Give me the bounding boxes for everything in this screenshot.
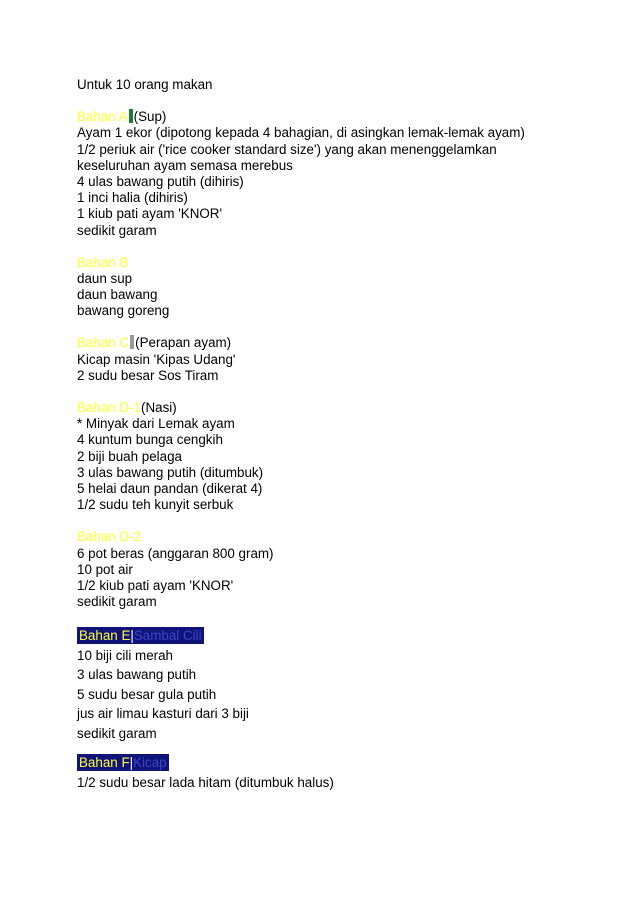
list-item: 10 pot air (77, 561, 133, 577)
list-item: jus air limau kasturi dari 3 biji (77, 706, 249, 722)
list-item: 2 sudu besar Sos Tiram (77, 367, 219, 383)
bahan-e-heading: Bahan E (79, 628, 131, 644)
bahan-a-subtitle: (Sup) (133, 109, 167, 125)
bahan-f-heading: Bahan F (79, 755, 130, 771)
list-item: 1 kiub pati ayam 'KNOR' (77, 206, 223, 222)
bahan-d2-heading: Bahan D-2 (77, 529, 142, 545)
list-item: daun sup (77, 270, 133, 286)
list-item: 1/2 sudu teh kunyit serbuk (77, 497, 234, 513)
list-item: keseluruhan ayam semasa merebus (77, 157, 293, 173)
intro-line: Untuk 10 orang makan (77, 77, 213, 92)
list-item: 4 kuntum bunga cengkih (77, 432, 223, 448)
highlight-marker (129, 109, 133, 123)
bahan-f-heading-block (77, 754, 169, 771)
list-item: bawang goreng (77, 303, 170, 319)
list-item: 1/2 kiub pati ayam 'KNOR' (77, 577, 234, 593)
bahan-b-heading: Bahan B (77, 254, 129, 270)
list-item: 6 pot beras (anggaran 800 gram) (77, 545, 274, 561)
list-item: Kicap masin 'Kipas Udang' (77, 351, 236, 367)
list-item: 5 sudu besar gula putih (77, 686, 217, 702)
bahan-c-heading: Bahan C (77, 335, 130, 351)
list-item: sedikit garam (77, 594, 157, 610)
list-item: 10 biji cili merah (77, 647, 174, 663)
list-item: 3 ulas bawang putih (77, 667, 197, 683)
bahan-d1-subtitle: (Nasi) (141, 400, 177, 415)
bahan-c-subtitle: (Perapan ayam) (135, 335, 232, 351)
list-item: 1 inci halia (dihiris) (77, 190, 188, 206)
list-item: 1/2 periuk air ('rice cooker standard size') yang akan menenggelamkan (77, 141, 497, 157)
bahan-c-heading-line (77, 335, 597, 351)
bahan-d1-heading: Bahan D-1 (77, 400, 142, 415)
list-item: Ayam 1 ekor (dipotong kepada 4 bahagian, di asingkan lemak-lemak ayam) (77, 125, 525, 141)
bahan-f-heading-line (77, 753, 597, 773)
bahan-e-separator: | (130, 628, 134, 644)
list-item: * Minyak dari Lemak ayam (77, 416, 235, 432)
bahan-e-heading-line (77, 626, 597, 646)
bahan-a-heading-line (77, 109, 597, 125)
list-item: 2 biji buah pelaga (77, 448, 182, 464)
bahan-a-heading: Bahan A (77, 109, 128, 125)
bahan-f-subtitle: Kicap (133, 755, 167, 771)
list-item: 1/2 sudu besar lada hitam (ditumbuk halus) (77, 774, 334, 790)
highlight-marker (130, 335, 134, 349)
bahan-f-separator: | (129, 755, 134, 771)
list-item: 5 helai daun pandan (dikerat 4) (77, 480, 263, 496)
list-item: sedikit garam (77, 222, 157, 238)
list-item: daun bawang (77, 287, 158, 303)
list-item: 3 ulas bawang putih (ditumbuk) (77, 464, 264, 480)
bahan-e-subtitle: Sambal Cili (133, 628, 202, 644)
list-item: sedikit garam (77, 725, 157, 741)
recipe-document (77, 77, 597, 792)
bahan-e-heading-block (77, 627, 204, 644)
list-item: 4 ulas bawang putih (dihiris) (77, 173, 244, 189)
bahan-d1-heading-line (77, 400, 597, 416)
